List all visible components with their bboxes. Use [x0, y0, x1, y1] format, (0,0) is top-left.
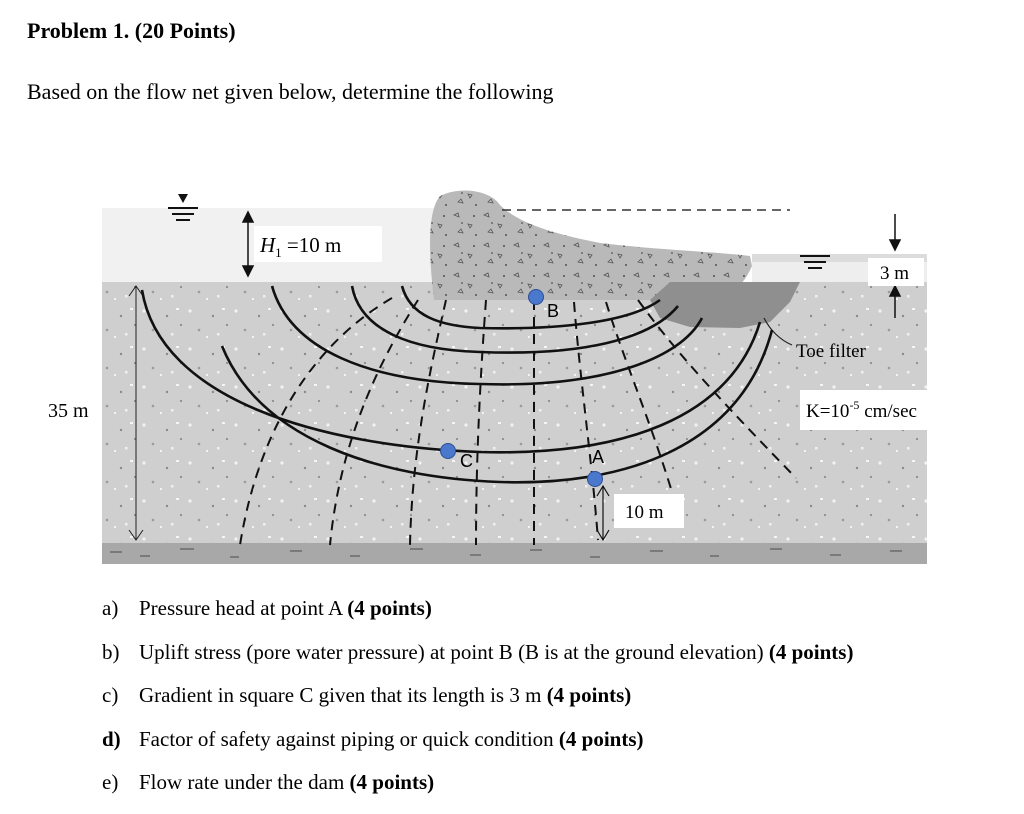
question-label: c)	[102, 683, 119, 707]
problem-title: Problem 1. (20 Points)	[27, 18, 236, 43]
point-a-marker	[588, 472, 603, 487]
problem-intro: Based on the flow net given below, determine the following	[27, 79, 554, 104]
question-text: Uplift stress (pore water pressure) at point B (B is at the ground elevation)	[139, 639, 769, 664]
question-d	[102, 727, 853, 771]
question-label: a)	[102, 596, 119, 620]
question-points: (4 points)	[768, 639, 854, 664]
question-a	[102, 596, 853, 640]
point-a-label: A	[592, 447, 605, 467]
question-b	[102, 640, 853, 684]
question-points: (4 points)	[349, 770, 435, 794]
head-label: $H_1 =10$ m	[260, 233, 342, 260]
question-points: (4 points)	[558, 726, 644, 751]
question-text: Factor of safety against piping or quick condition	[139, 726, 559, 751]
distance-label: 10 m	[625, 502, 664, 523]
question-points: (4 points)	[347, 596, 432, 620]
question-list	[102, 596, 853, 814]
question-text: Gradient in square C given that its length is 3 m	[139, 683, 547, 707]
question-points: (4 points)	[546, 683, 632, 707]
toe-filter-label: Toe filter	[796, 341, 866, 362]
point-c-label: C	[460, 451, 473, 471]
question-text: Pressure head at point A	[139, 596, 348, 620]
question-label: d)	[102, 726, 121, 751]
question-label: e)	[102, 770, 119, 794]
question-c	[102, 683, 853, 727]
depth-label: 35 m	[48, 400, 89, 422]
question-label: b)	[102, 639, 120, 664]
point-b-marker	[529, 290, 544, 305]
point-b-label: B	[547, 301, 560, 321]
impervious-base	[102, 543, 927, 564]
tailwater-label: 3 m	[880, 263, 910, 284]
question-e	[102, 770, 853, 814]
question-text: Flow rate under the dam	[139, 770, 350, 794]
point-c-marker	[441, 444, 456, 459]
k-label: $K=10^{-5}$ cm/sec	[806, 398, 917, 422]
